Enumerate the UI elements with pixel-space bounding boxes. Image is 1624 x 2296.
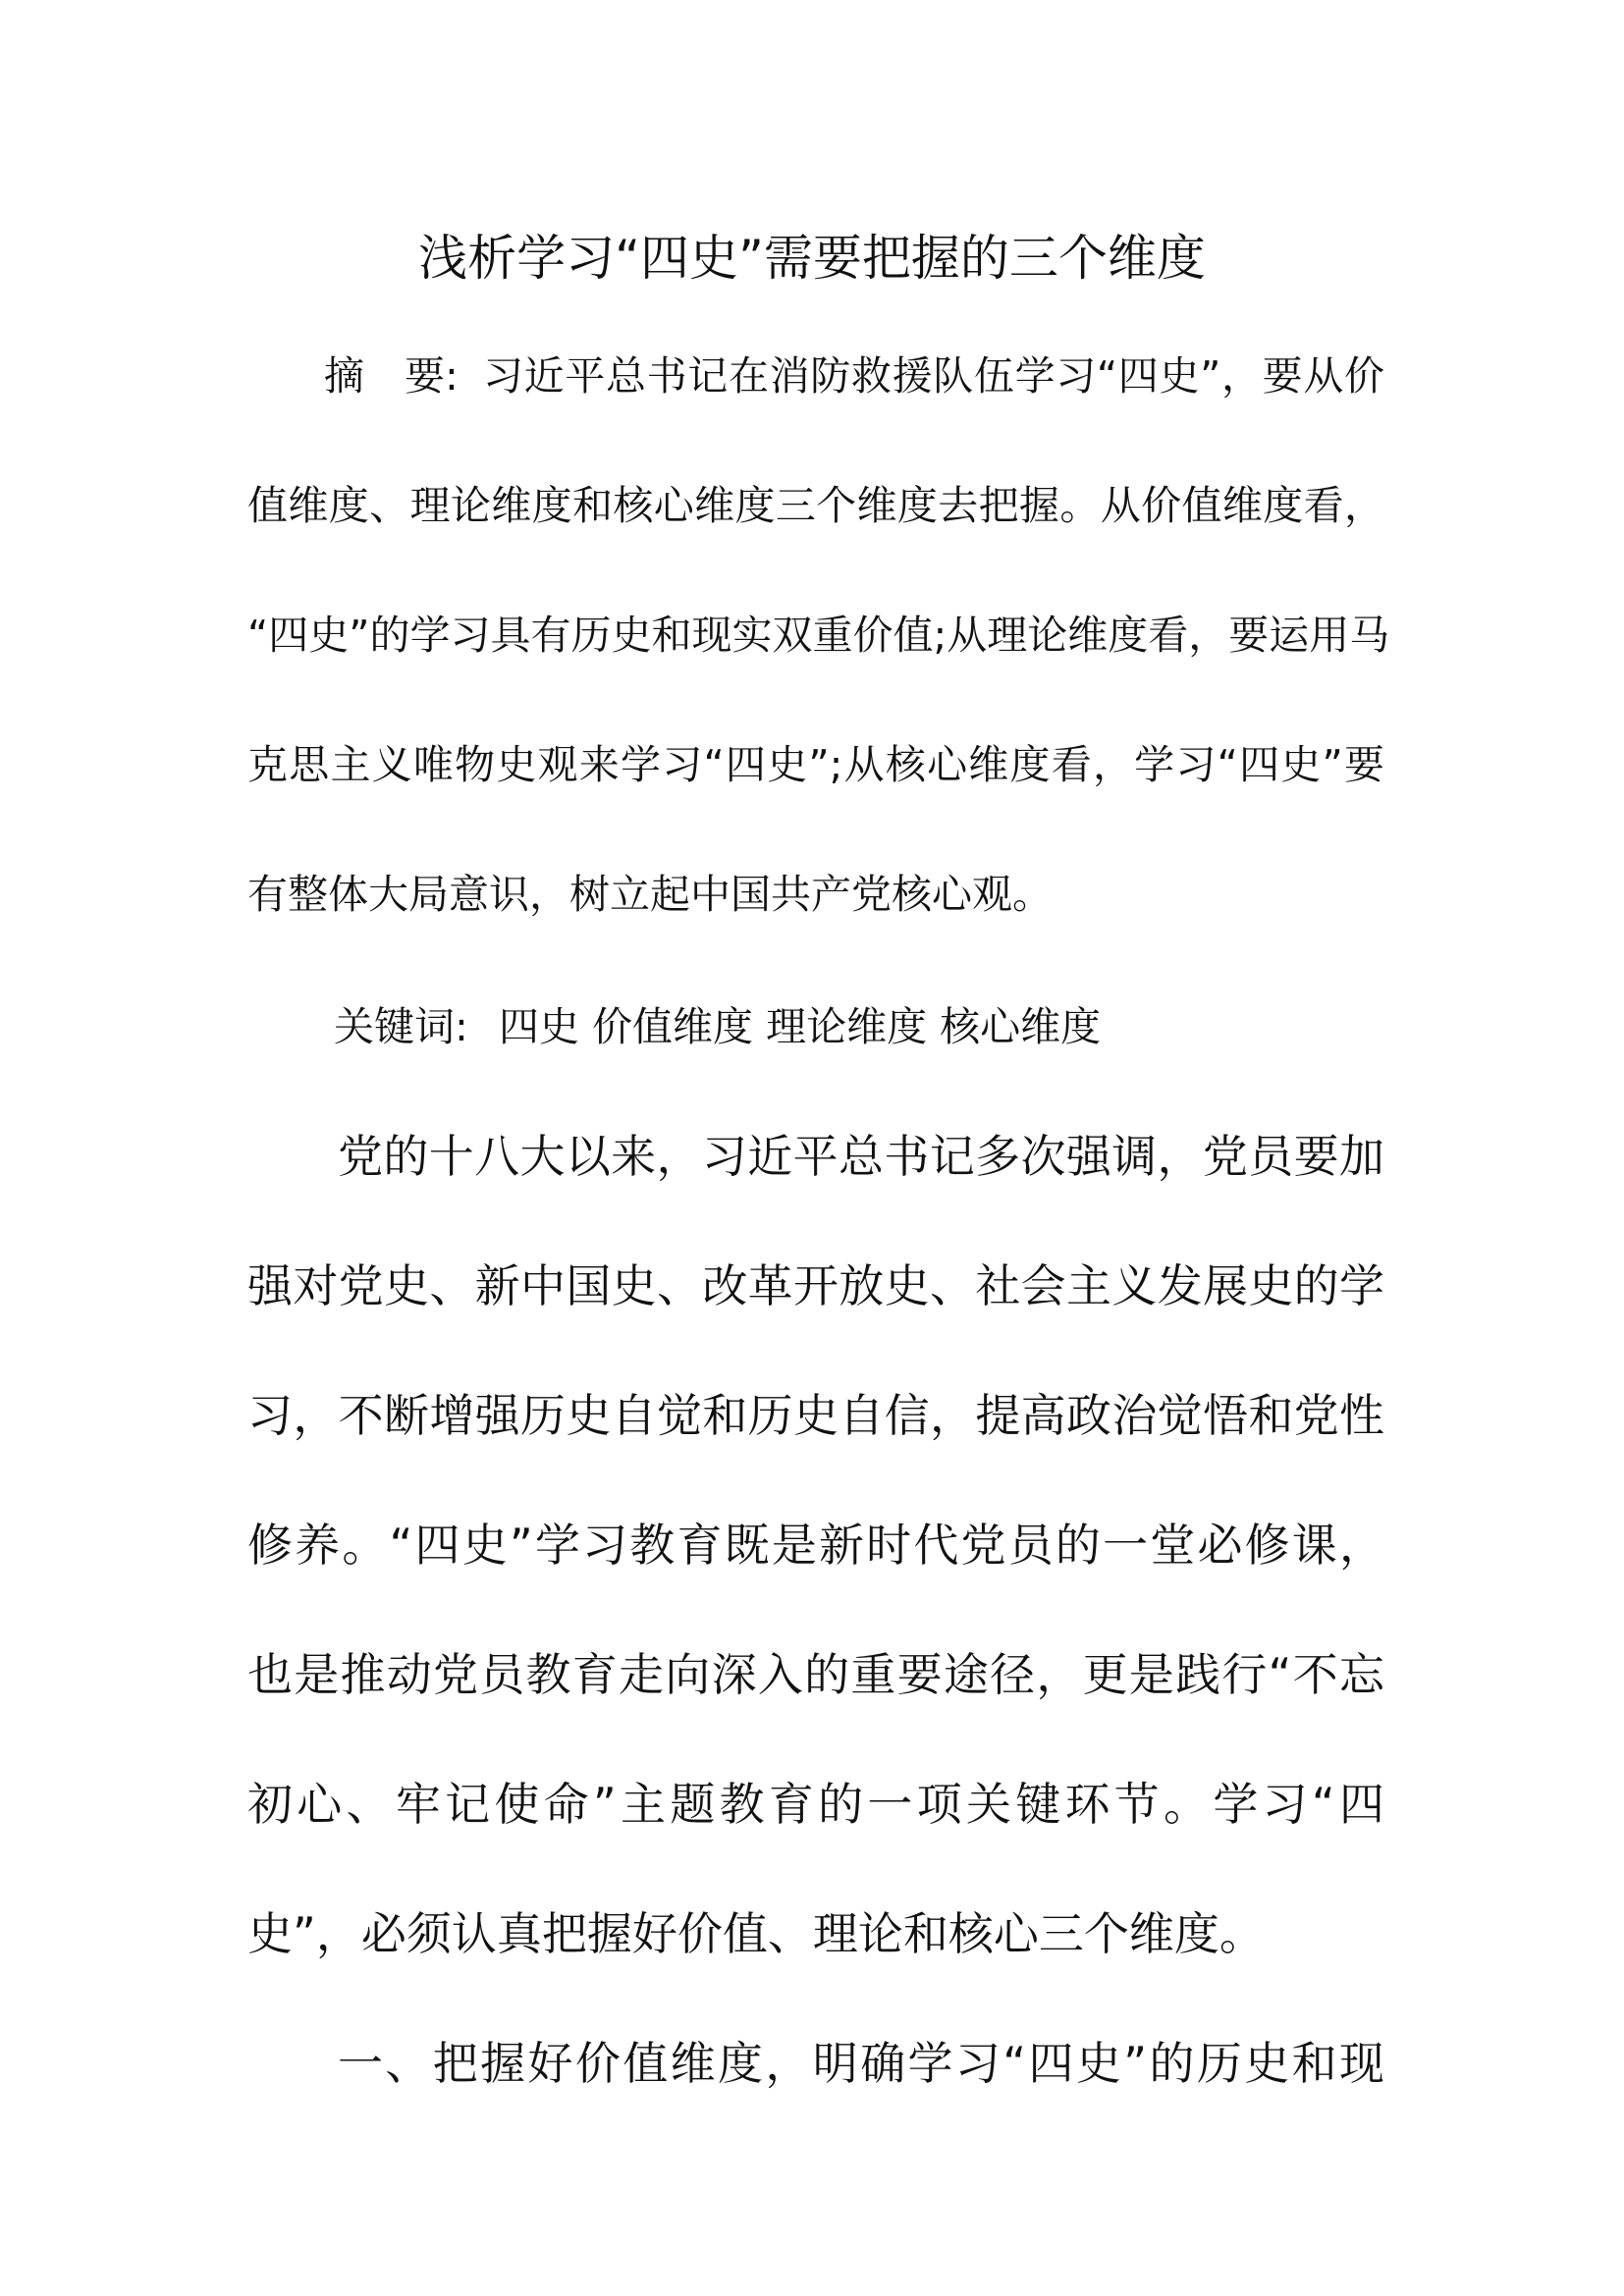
paragraph-line: 史”，必须认真把握好价值、理论和核心三个维度。 — [247, 1907, 1265, 1960]
keywords-value: 四史 价值维度 理论维度 核心维度 — [499, 1003, 1102, 1050]
abstract-line: 习近平总书记在消防救援队伍学习“四史”，要从价 — [483, 352, 1384, 400]
section-heading: 一、把握好价值维度，明确学习“四史”的历史和现 — [338, 2037, 1384, 2090]
paragraph-line: 习，不断增强历史自觉和历史自信，提高政治觉悟和党性 — [247, 1389, 1384, 1442]
paragraph-line: 强对党史、新中国史、改革开放史、社会主义发展史的学 — [247, 1259, 1384, 1312]
abstract-line: 有整体大局意识，树立起中国共产党核心观。 — [247, 871, 1053, 918]
abstract-line: “四史”的学习具有历史和现实双重价值;从理论维度看，要运用马 — [247, 612, 1390, 659]
paragraph-line: 修养。“四史”学习教育既是新时代党员的一堂必修课， — [247, 1519, 1384, 1572]
document-title: 浅析学习“四史”需要把握的三个维度 — [418, 230, 1206, 287]
keywords-label: 关键词: — [334, 1003, 468, 1050]
paragraph-line: 初心、牢记使命”主题教育的一项关键环节。学习“四 — [247, 1778, 1384, 1831]
paragraph-line: 也是推动党员教育走向深入的重要途径，更是践行“不忘 — [247, 1648, 1384, 1701]
abstract-line: 值维度、理论维度和核心维度三个维度去把握。从价值维度看， — [247, 482, 1384, 529]
abstract-label: 摘 要: — [324, 352, 459, 400]
paragraph-line: 党的十八大以来，习近平总书记多次强调，党员要加 — [338, 1130, 1384, 1183]
abstract-line: 克思主义唯物史观来学习“四史”;从核心维度看，学习“四史”要 — [247, 741, 1384, 788]
